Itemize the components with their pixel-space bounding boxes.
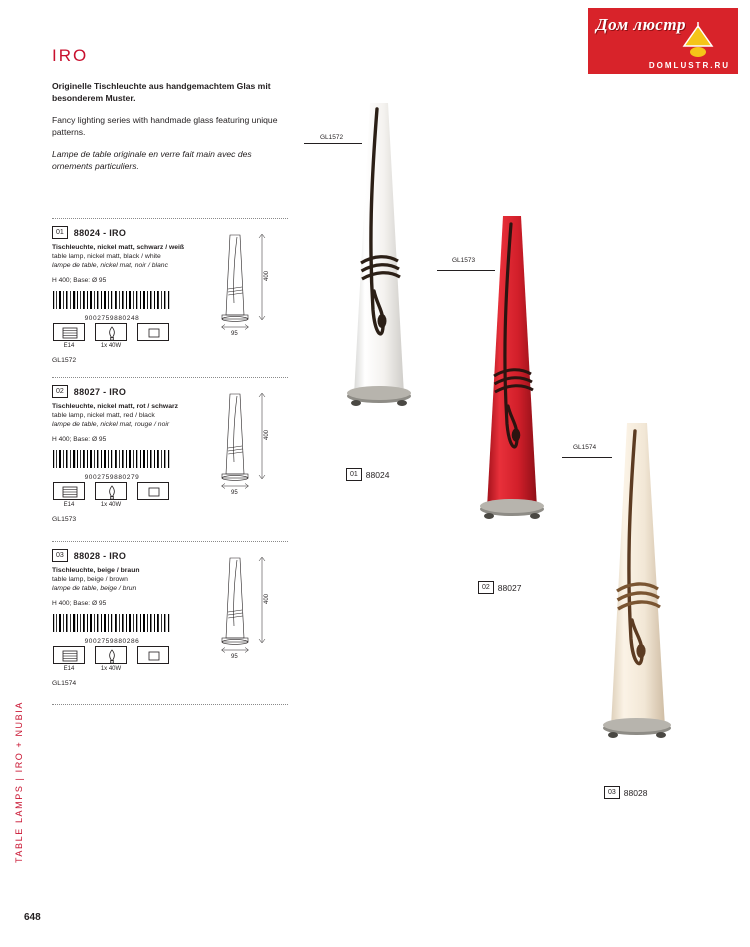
product-article: 88027 - IRO <box>73 386 127 397</box>
tech-height: 400 <box>264 429 270 440</box>
product-dimensions: H 400; Base: Ø 95 <box>52 599 107 607</box>
product-dimensions: H 400; Base: Ø 95 <box>52 276 107 284</box>
socket-icon <box>53 323 85 341</box>
lamp-label: 1x 40W <box>100 501 122 508</box>
product-entry <box>52 218 288 364</box>
socket-label: E14 <box>63 342 75 349</box>
socket-label: E14 <box>63 665 75 672</box>
product-entry <box>52 541 288 687</box>
intro-de: Originelle Tischleuchte aus handgemachtem Glas mit besonderem Muster. <box>52 81 271 104</box>
glass-code: GL1574 <box>52 679 77 687</box>
callout-label: GL1572 <box>320 134 344 141</box>
barcode-number: 9002759880286 <box>84 637 140 645</box>
tech-height: 400 <box>264 593 270 604</box>
product-entry <box>52 377 288 523</box>
photo-tag-index: 03 <box>604 786 620 799</box>
lamp-icon-cell <box>94 323 128 349</box>
barcode-number: 9002759880279 <box>84 473 140 481</box>
protection-class-icon <box>137 323 169 341</box>
desc-de: Tischleuchte, beige / braun <box>52 567 140 574</box>
photo-tag-number: 88027 <box>497 582 522 593</box>
product-index: 03 <box>52 549 68 562</box>
desc-de: Tischleuchte, nickel matt, rot / schwarz <box>52 403 179 410</box>
brand-logo <box>588 8 738 74</box>
socket-icon <box>53 646 85 664</box>
lamp-label: 1x 40W <box>100 342 122 349</box>
product-photo-88027 <box>463 208 573 568</box>
lamp-label: 1x 40W <box>100 665 122 672</box>
desc-de: Tischleuchte, nickel matt, schwarz / weiß <box>52 244 185 251</box>
socket-icon <box>53 482 85 500</box>
logo-domain: DOMLUSTR.RU <box>648 61 730 70</box>
class-icon-cell <box>136 323 170 343</box>
bulb-icon <box>95 323 127 341</box>
tech-width: 95 <box>231 654 238 660</box>
photo-tag-index: 02 <box>478 581 494 594</box>
class-icon-cell <box>136 646 170 666</box>
socket-label: E14 <box>63 501 75 508</box>
section-divider <box>52 704 288 705</box>
glass-code: GL1572 <box>52 356 77 364</box>
desc-en: table lamp, nickel matt, red / black <box>52 412 155 420</box>
callout-label: GL1574 <box>573 444 597 451</box>
callout-leader <box>304 143 362 144</box>
barcode-bars <box>52 291 172 309</box>
lamp-icon-cell <box>94 482 128 508</box>
desc-fr: lampe de table, nickel mat, rouge / noir <box>52 421 170 429</box>
barcode <box>52 450 172 481</box>
barcode-bars <box>52 450 172 468</box>
page-number: 648 <box>24 912 41 923</box>
barcode <box>52 291 172 322</box>
intro-block <box>52 80 282 173</box>
barcode <box>52 614 172 645</box>
tech-width: 95 <box>231 331 238 337</box>
barcode-bars <box>52 614 172 632</box>
technical-drawing <box>204 546 290 664</box>
socket-icon-cell <box>52 646 86 672</box>
socket-icon-cell <box>52 482 86 508</box>
tech-width: 95 <box>231 490 238 496</box>
protection-class-icon <box>137 646 169 664</box>
tech-height: 400 <box>264 270 270 281</box>
intro-fr: Lampe de table originale en verre fait main avec des ornements particuliers. <box>52 148 252 172</box>
barcode-number: 9002759880248 <box>84 314 140 322</box>
product-photo-88024 <box>330 95 440 455</box>
product-article: 88028 - IRO <box>73 550 127 561</box>
photo-tag-index: 01 <box>346 468 362 481</box>
logo-text: Дом люстр <box>596 15 687 34</box>
product-index: 01 <box>52 226 68 239</box>
photo-tag <box>478 581 521 594</box>
product-index: 02 <box>52 385 68 398</box>
socket-icon-cell <box>52 323 86 349</box>
photo-tag-number: 88024 <box>365 469 390 480</box>
desc-fr: lampe de table, nickel mat, noir / blanc <box>52 262 168 270</box>
callout-label: GL1573 <box>452 257 476 264</box>
page-title: IRO <box>52 46 89 65</box>
photo-tag <box>346 468 389 481</box>
section-sidebar-label: TABLE LAMPS | IRO + NUBIA <box>14 701 24 863</box>
desc-fr: lampe de table, beige / brun <box>52 585 137 593</box>
photo-tag-number: 88028 <box>623 787 648 798</box>
bulb-icon <box>95 482 127 500</box>
desc-en: table lamp, nickel matt, black / white <box>52 253 161 261</box>
product-dimensions: H 400; Base: Ø 95 <box>52 435 107 443</box>
product-photo-88028 <box>585 415 700 790</box>
callout-leader <box>437 270 495 271</box>
class-icon-cell <box>136 482 170 502</box>
callout-leader <box>562 457 612 458</box>
product-article: 88024 - IRO <box>73 227 127 238</box>
protection-class-icon <box>137 482 169 500</box>
intro-en: Fancy lighting series with handmade glass featuring unique patterns. <box>52 114 278 138</box>
technical-drawing <box>204 382 290 500</box>
bulb-icon <box>95 646 127 664</box>
glass-code: GL1573 <box>52 515 77 523</box>
photo-tag <box>604 786 647 799</box>
technical-drawing <box>204 223 290 341</box>
desc-en: table lamp, beige / brown <box>52 576 128 584</box>
lamp-icon-cell <box>94 646 128 672</box>
